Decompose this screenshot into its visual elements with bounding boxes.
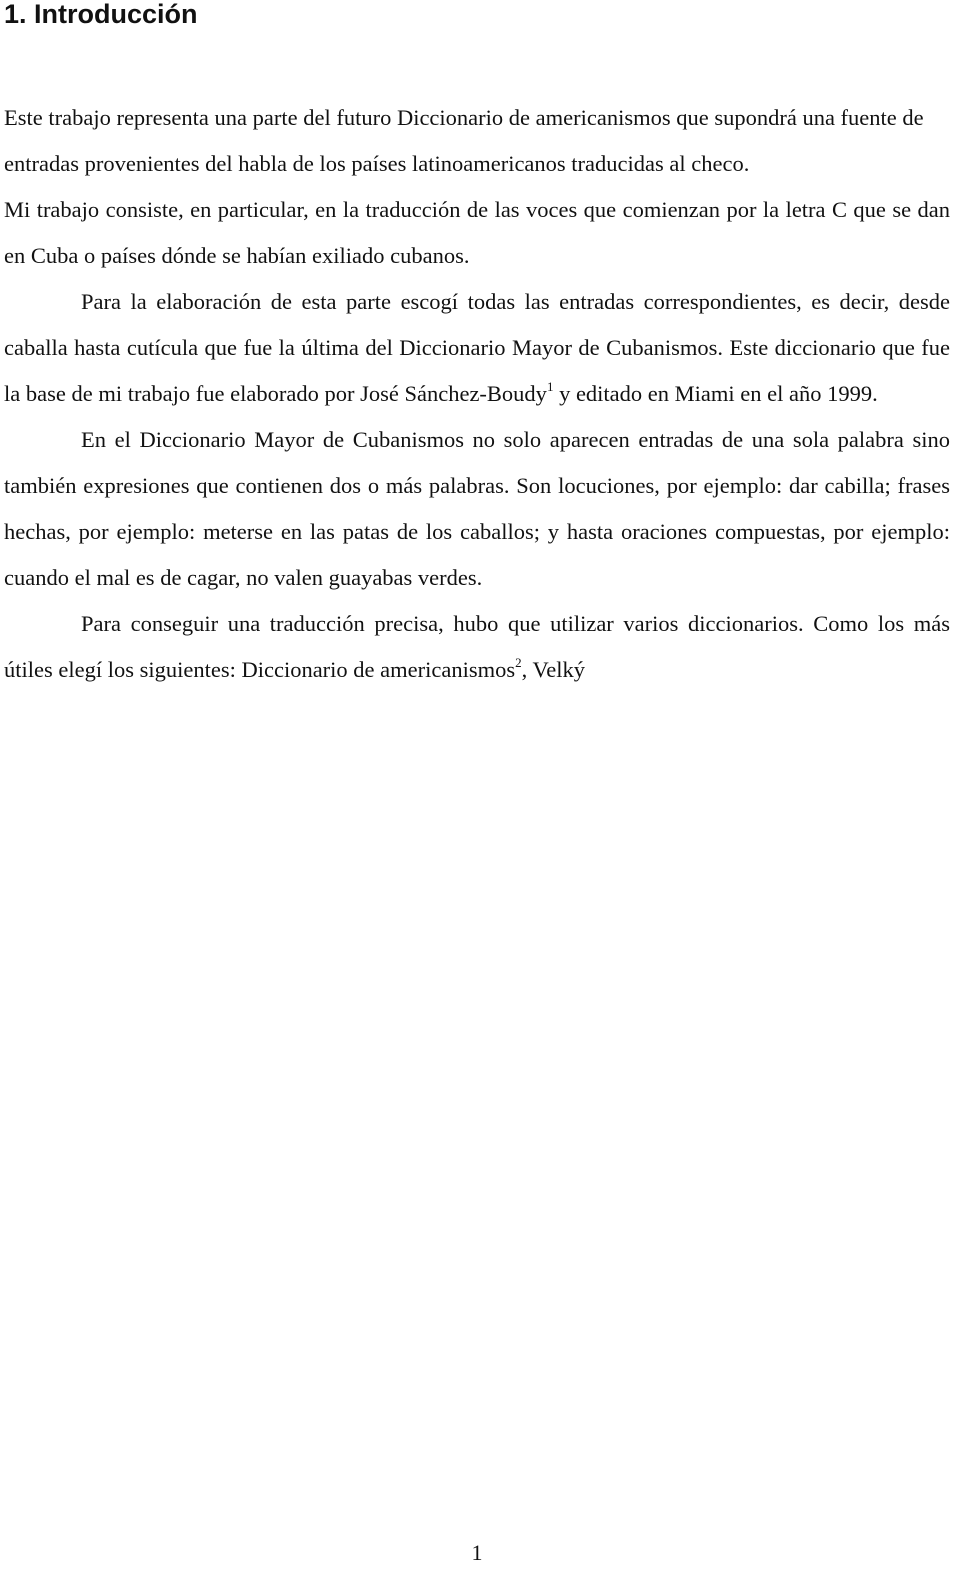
paragraph-4: En el Diccionario Mayor de Cubanismos no solo aparecen entradas de una sola palabra sino también expresiones que contienen dos o más palabras. Son locuciones, por ejemplo: dar cabilla; frases hechas, por ejemplo: meterse en las patas de los caballos; y hasta oraciones compuestas, por ejemplo: cuando el mal es de cagar, no valen guayabas verdes. [4, 427, 950, 590]
paragraph-3-text-end: y editado en Miami en el año 1999. [553, 381, 878, 406]
page-number: 1 [471, 1540, 483, 1565]
paragraph-5 [4, 601, 950, 693]
paragraph-3-text: Para la elaboración de esta parte escogí todas las entradas correspondientes, es decir, desde caballa hasta cutícula que fue la última del Diccionario Mayor de Cubanismos. Este diccionario que fue la base de mi trabajo fue elaborado por José Sánchez-Boudy [4, 289, 950, 406]
section-heading: 1. Introducción [4, 0, 198, 29]
footnote-ref-1: 1 [546, 379, 554, 394]
document-body [4, 95, 950, 693]
footnote-ref-2: 2 [515, 655, 522, 670]
paragraph-5-text: Para conseguir una traducción precisa, hubo que utilizar varios diccionarios. Como los más útiles elegí los siguientes: Diccionario de americanismos [4, 611, 950, 682]
paragraph-2: Mi trabajo consiste, en particular, en la traducción de las voces que comienzan por la letra C que se dan en Cuba o países dónde se habían exiliado cubanos. [4, 197, 950, 268]
paragraph-3 [4, 279, 950, 417]
paragraph-1: Este trabajo representa una parte del futuro Diccionario de americanismos que supondrá una fuente de entradas provenientes del habla de los países latinoamericanos traducidas al checo. [4, 105, 924, 176]
paragraph-5-text-end: , Velký [521, 657, 585, 682]
